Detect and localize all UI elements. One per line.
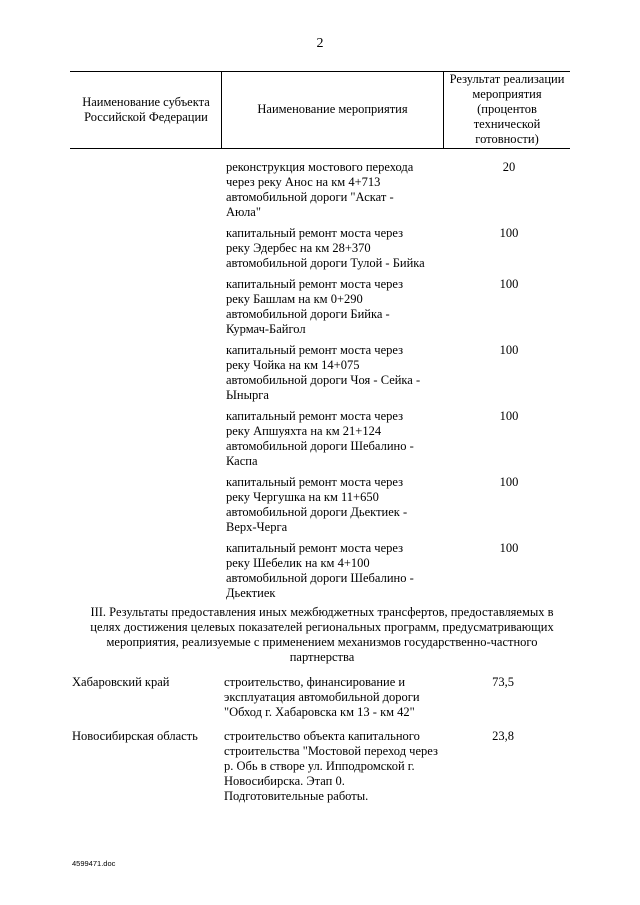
cell-subject bbox=[72, 277, 222, 337]
cell-subject: Новосибирская область bbox=[72, 729, 198, 743]
cell-event: реконструкция мостового перехода через реку Анос на км 4+713 автомобильной дороги "Аскат - Аюла" bbox=[226, 160, 414, 219]
cell-event: капитальный ремонт моста через реку Эдербес на км 28+370 автомобильной дороги Тулой - Бийка bbox=[226, 226, 425, 270]
cell-subject bbox=[72, 226, 222, 271]
cell-event: строительство, финансирование и эксплуатация автомобильной дороги "Обход г. Хабаровска км 13 - км 42" bbox=[224, 675, 420, 719]
cell-result: 23,8 bbox=[492, 729, 514, 743]
table-header-bottom-rule bbox=[70, 148, 570, 149]
cell-subject: Хабаровский край bbox=[72, 675, 170, 689]
cell-result: 100 bbox=[499, 343, 519, 357]
column-header-result: Результат реализации мероприятия (процентов технической готовности) bbox=[449, 72, 565, 146]
column-header-event: Наименование мероприятия bbox=[257, 102, 408, 116]
table-body-section-2 bbox=[0, 160, 640, 607]
cell-event: капитальный ремонт моста через реку Шебелик на км 4+100 автомобильной дороги Шебалино - Дьектиек bbox=[226, 541, 414, 600]
column-header-subject: Наименование субъекта Российской Федерации bbox=[82, 95, 210, 124]
cell-subject bbox=[72, 475, 222, 535]
cell-result: 100 bbox=[499, 277, 519, 291]
cell-subject bbox=[72, 541, 222, 601]
table-row bbox=[0, 475, 640, 535]
cell-event: капитальный ремонт моста через реку Башлам на км 0+290 автомобильной дороги Бийка - Курмач-Байгол bbox=[226, 277, 404, 336]
table-row bbox=[0, 541, 640, 601]
cell-result: 100 bbox=[499, 475, 519, 489]
page-number: 2 bbox=[316, 36, 324, 51]
cell-result: 20 bbox=[502, 160, 516, 174]
cell-result: 100 bbox=[499, 541, 519, 555]
section-title: III. Результаты предоставления иных межбюджетных трансфертов, предоставляемых в целях достижения целевых показателей региональных программ, предусматривающих мероприятия, реализуемые с применением механизмов государственно-частного партнерства bbox=[90, 605, 554, 664]
cell-event: строительство объекта капитального строительства "Мостовой переход через р. Обь в створе ул. Ипподромской г. Новосибирска. Этап 0. Подготовительные работы. bbox=[224, 729, 438, 803]
table-row bbox=[0, 160, 640, 220]
cell-result: 73,5 bbox=[492, 675, 514, 689]
cell-event: капитальный ремонт моста через реку Чойка на км 14+075 автомобильной дороги Чоя - Сейка - Ынырга bbox=[226, 343, 421, 402]
table-row bbox=[0, 226, 640, 271]
table-row bbox=[0, 675, 640, 720]
table-body-section-3 bbox=[0, 675, 640, 813]
cell-subject bbox=[72, 160, 222, 220]
table-row bbox=[0, 729, 640, 804]
cell-result: 100 bbox=[499, 409, 519, 423]
table-row bbox=[0, 409, 640, 469]
cell-event: капитальный ремонт моста через реку Апшуяхта на км 21+124 автомобильной дороги Шебалино - Каспа bbox=[226, 409, 414, 468]
table-header-divider bbox=[221, 71, 222, 148]
document-filename: 4599471.doc bbox=[72, 859, 116, 868]
table-row bbox=[0, 343, 640, 403]
cell-subject bbox=[72, 343, 222, 403]
table-row bbox=[0, 277, 640, 337]
cell-subject bbox=[72, 409, 222, 469]
cell-result: 100 bbox=[499, 226, 519, 240]
cell-event: капитальный ремонт моста через реку Чергушка на км 11+650 автомобильной дороги Дьектиек - Верх-Черга bbox=[226, 475, 408, 534]
